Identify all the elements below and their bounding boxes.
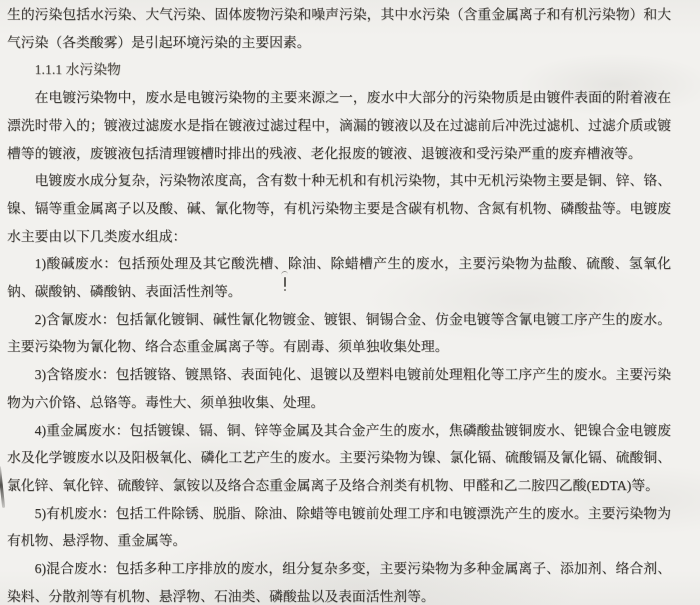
- list-item-cyanide-wastewater: 2)含氰废水：包括氰化镀铜、碱性氰化物镀金、镀银、铜锡合金、仿金电镀等含氰电镀工序产生的废水。主要污染物为氰化物、络合态重金属离子等。有剧毒、须单独收集处理。: [7, 311, 671, 355]
- lead-continuation-paragraph: 生的污染包括水污染、大气污染、固体废物污染和噪声污染，其中水污染（含重金属离子和有机污染物）和大气污染（各类酸雾）是引起环境污染的主要因素。: [7, 7, 671, 50]
- list-item-organic-wastewater: 5)有机废水：包括工件除锈、脱脂、除油、除蜡等电镀前处理工序和电镀漂洗产生的废水。主要污染物为有机物、悬浮物、重金属等。: [7, 505, 671, 549]
- document-text-block: [7, 1, 671, 605]
- ink-dash: [284, 277, 286, 287]
- list-item-acid-alkali-wastewater: 1)酸碱废水：包括预处理及其它酸洗槽、除油、除蜡槽产生的废水，主要污染物为盐酸、硫酸、氢氧化钠、碳酸钠、磷酸钠、表面活性剂等。: [7, 256, 671, 300]
- ink-curl: [281, 271, 288, 276]
- list-item-mixed-wastewater: 6)混合废水：包括多种工序排放的废水，组分复杂多变，主要污染物为多种金属离子、添加剂、络合剂、染料、分散剂等有机物、悬浮物、石油类、磷酸盐以及表面活性剂等。: [7, 561, 671, 604]
- list-item-heavy-metal-wastewater: 4)重金属废水：包括镀镍、镉、铜、锌等金属及其合金产生的废水，焦磷酸盐镀铜废水、钯镍合金电镀废水及化学镀废水以及阳极氧化、磷化工艺产生的废水。主要污染物为镍、氯化镉、硫酸镉及氰化镉、硫酸铜、氯化锌、氧化锌、硫酸锌、氯铵以及络合态重金属离子及络合剂类有机物、甲醛和乙二胺四乙酸(EDTA)等。: [7, 422, 671, 493]
- intro-wastewater-paragraph: 在电镀污染物中，废水是电镀污染物的主要来源之一，废水中大部分的污染物质是由镀件表面的附着液在漂洗时带入的；镀液过滤废水是指在镀液过滤过程中，滴漏的镀液以及在过滤前后冲洗过滤机、过滤介质或镀槽等的镀液，废镀液包括清理镀槽时排出的残液、老化报废的镀液、退镀液和受污染严重的废弃槽液等。: [7, 90, 671, 161]
- stray-ink-mark-artifact: [281, 271, 289, 293]
- ink-dot: [284, 289, 286, 291]
- section-heading-1-1-1: 1.1.1 水污染物: [34, 62, 121, 78]
- list-item-chromium-wastewater: 3)含铬废水：包括镀铬、镀黑铬、表面钝化、退镀以及塑料电镀前处理粗化等工序产生的废水。主要污染物为六价铬、总铬等。毒性大、须单独收集、处理。: [7, 367, 671, 410]
- composition-overview-paragraph: 电镀废水成分复杂，污染物浓度高，含有数十种无机和有机污染物，其中无机污染物主要是铜、锌、铬、镍、镉等重金属离子以及酸、碱、氰化物等，有机污染物主要是含碳有机物、含氮有机物、磷酸盐等。电镀废水主要由以下几类废水组成：: [7, 173, 671, 244]
- page-edge-crease-artifact: [0, 466, 5, 508]
